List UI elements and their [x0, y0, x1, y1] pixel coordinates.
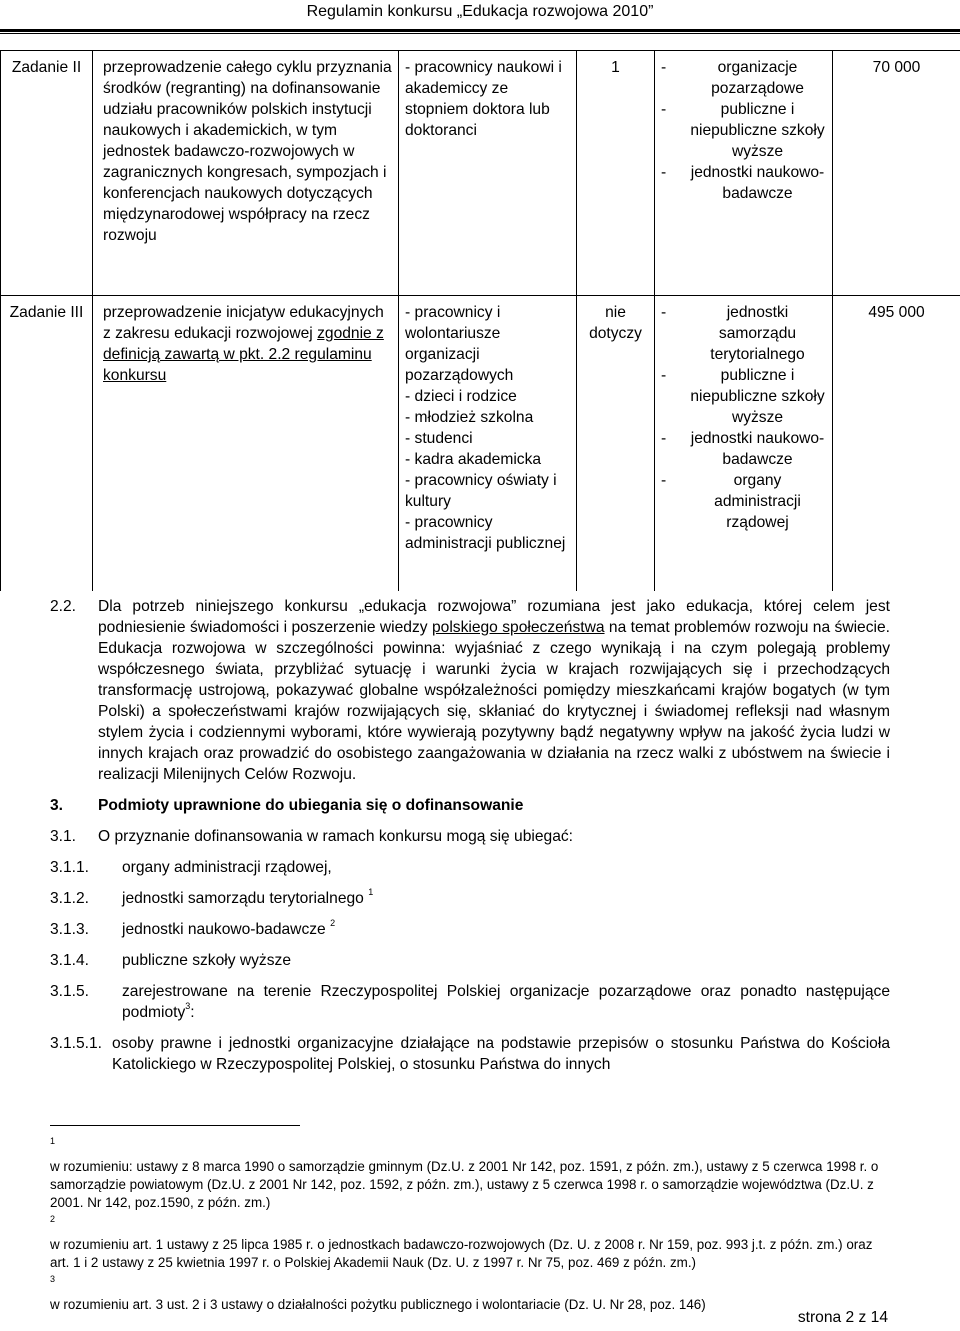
beneficiaries-cell — [399, 296, 577, 591]
list-item: - pracownicy oświaty i kultury — [405, 472, 557, 510]
amount-cell: 495 000 — [833, 296, 960, 591]
eligible-cell — [655, 296, 833, 591]
list-item: - pracownicy administracji publicznej — [405, 514, 566, 552]
footnote-ref: 3 — [185, 1001, 191, 1011]
list-item: - dzieci i rodzice — [405, 388, 517, 405]
footnotes — [50, 1136, 890, 1320]
list-item: - młodzież szkolna — [405, 409, 534, 426]
eligible-cell — [655, 51, 833, 296]
task-cell: Zadanie III — [1, 296, 93, 591]
beneficiaries-cell: - pracownicy naukowi i akademiccy ze stopniem doktora lub doktoranci — [399, 51, 577, 296]
list-item: - jednostki naukowo-badawcze — [661, 428, 826, 470]
definition-reference: zgodnie z definicją zawartą w pkt. 2.2 regulaminu konkursu — [103, 325, 384, 384]
table-row — [1, 51, 960, 296]
section-3-heading: 3. Podmioty uprawnione do ubiegania się o dofinansowanie — [50, 797, 524, 814]
list-item: - kadra akademicka — [405, 451, 542, 468]
footnote: $^2$ w rozumieniu art. 1 ustawy z 25 lipca 1985 r. o jednostkach badawczo-rozwojowych (Dz. U. z 2008 r. Nr 159, poz. 993 j.t. z późn. zm.) oraz art. 1 i 2 ustawy z 25 kwietnia 1997 r. o Polskiej Akademii Nauk (Dz. U. z 1997 r. Nr 75, poz. 469 z późn. zm.) — [50, 1214, 873, 1270]
header-rule — [0, 29, 960, 34]
list-item: 3.1.5. zarejestrowane na terenie Rzeczypospolitej Polskiej organizacje pozarządowe oraz ponadto następujące podmioty$^3$: — [50, 983, 890, 1021]
footnote-ref: 1 — [368, 887, 374, 897]
footnote: $^3$ w rozumieniu art. 3 ust. 2 i 3 ustawy o działalności pożytku publicznego i wolontariacie (Dz. U. Nr 28, poz. 146) — [50, 1274, 706, 1312]
section-number: 3. — [50, 797, 64, 814]
list-item: 3.1.2. jednostki samorządu terytorialnego $^1$ — [50, 887, 374, 907]
description-cell: przeprowadzenie całego cyklu przyznania środków (regranting) na dofinansowanie udziału pracowników polskich instytucji naukowych i akademickich, w tym jednostek badawczo-rozwojowych w zagranicznych kongresach, sympozjach i konferencjach naukowych dotyczących międzynarodowej współpracy na rzecz rozwoju — [93, 51, 399, 296]
underlined-phrase: polskiego społeczeństwa — [431, 619, 605, 636]
list-item: - jednostki samorządu terytorialnego — [661, 302, 826, 365]
footnote: $^1$ w rozumieniu: ustawy z 8 marca 1990 o samorządzie gminnym (Dz.U. z 2001 Nr 142, poz. 1591, z późn. zm.), ustawy z 5 czerwca 1998 r. o samorządzie powiatowym (Dz.U. z 2001 Nr 142, poz. 1592, z późn. zm.), ustawy z 5 czerwca 1998 r. o samorządzie województwa (Dz.U. z 2001. Nr 142, poz.1590, z późn. zm.) — [50, 1136, 879, 1210]
list-item: - publiczne i niepubliczne szkoły wyższe — [661, 99, 826, 162]
body-text — [50, 596, 890, 1075]
header-title: Regulamin konkursu „Edukacja rozwojowa 2010” — [306, 3, 654, 20]
description-cell: przeprowadzenie inicjatyw edukacyjnych z zakresu edukacji rozwojowej zgodnie z definicją zawartą w pkt. 2.2 regulaminu konkursu — [93, 296, 399, 591]
section-number: 2.2. — [50, 598, 77, 615]
count-cell: nie dotyczy — [577, 296, 655, 591]
list-item: - jednostki naukowo-badawcze — [661, 162, 826, 204]
table-row — [1, 296, 960, 591]
list-item: - organizacje pozarządowe — [661, 57, 826, 99]
task-cell: Zadanie II — [1, 51, 93, 296]
list-item: 3.1.4. publiczne szkoły wyższe — [50, 952, 291, 969]
list-item: 3.1.5.1. osoby prawne i jednostki organizacyjne działające na podstawie przepisów o stosunku Państwa do Kościoła Katolickiego w Rzeczypospolitej Polskiej, o stosunku Państwa do innych — [50, 1035, 890, 1073]
list-item: - pracownicy i wolontariusze organizacji pozarządowych — [405, 304, 514, 384]
tasks-table — [0, 50, 960, 591]
section-number: 3.1. — [50, 828, 77, 845]
page-number: strona 2 z 14 — [797, 1309, 888, 1326]
footnote-ref: 2 — [330, 918, 336, 928]
list-item: - studenci — [405, 430, 473, 447]
footnote-separator — [50, 1125, 300, 1126]
amount-cell: 70 000 — [833, 51, 960, 296]
count-cell: 1 — [577, 51, 655, 296]
list-item: 3.1.3. jednostki naukowo-badawcze $^2$ — [50, 918, 336, 938]
list-item: - publiczne i niepubliczne szkoły wyższe — [661, 365, 826, 428]
list-item: - organy administracji rządowej — [661, 470, 826, 533]
section-2-2: 2.2. Dla potrzeb niniejszego konkursu „edukacja rozwojowa” rozumiana jest jako edukacja, której celem jest podniesienie świadomości i poszerzenie wiedzy polskiego społeczeństwa na temat problemów rozwoju na świecie. Edukacja rozwojowa w szczególności powinna: wyjaśniać z czego wynikają i na czym polegają problemy współczesnego świata, przybliżać sytuację i warunki życia w krajach rozwijających się i przechodzących transformację ustrojową, pokazywać globalne współzależności pomiędzy mieszkańcami krajów bogatych (w tym Polski) a społeczeństwami krajów rozwijających się, skłaniać do krytycznej i świadomej refleksji nad własnym stylem życia i codziennymi wyborami, które wywierają pozytywny bądź negatywny wpływ na jakość życia ludzi w innych krajach oraz prowadzić do osobistego zaangażowania w działania na rzecz walki z ubóstwem na świecie i realizacji Milenijnych Celów Rozwoju. — [50, 598, 890, 783]
section-3-1: 3.1. O przyznanie dofinansowania w ramach konkursu mogą się ubiegać: — [50, 828, 574, 845]
list-item: 3.1.1. organy administracji rządowej, — [50, 859, 332, 876]
